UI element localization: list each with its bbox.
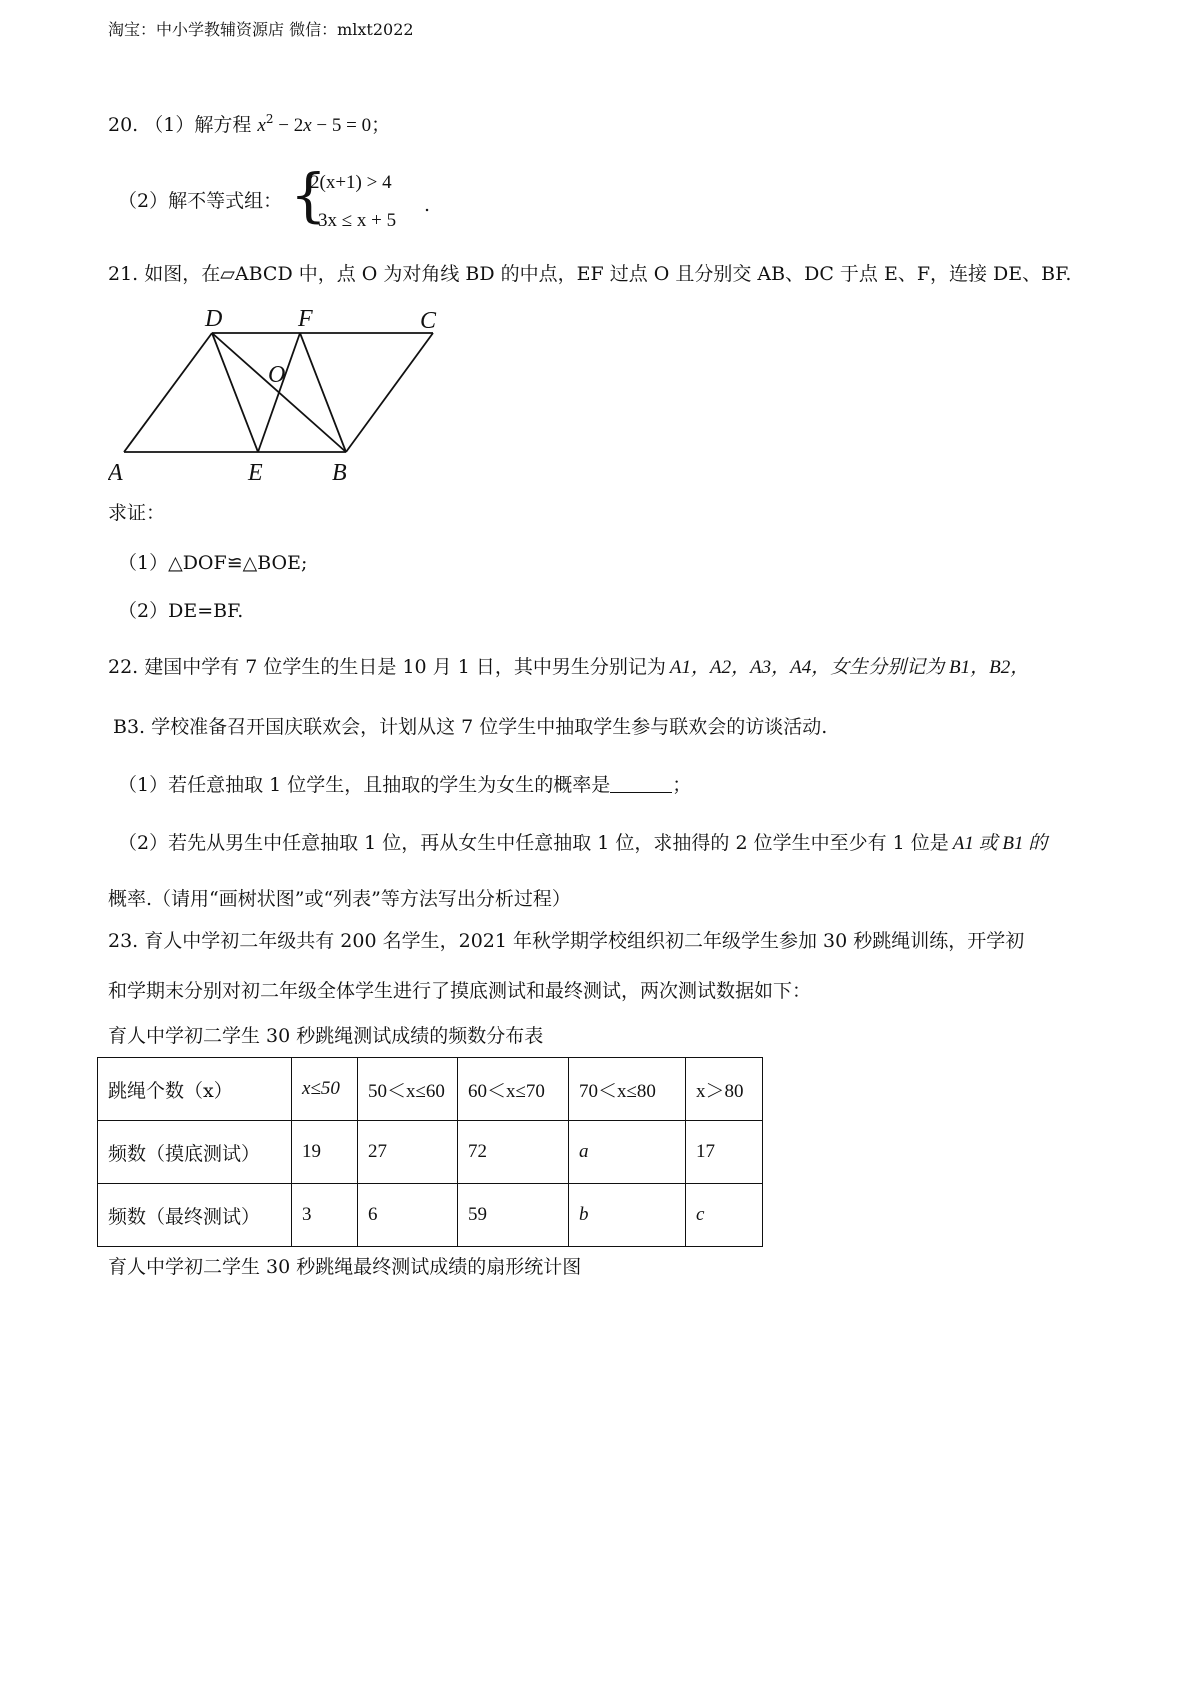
q22-line1-text: 22. 建国中学有 7 位学生的生日是 10 月 1 日，其中男生分别记为 — [108, 656, 666, 678]
q20-eq-rest: − 2 — [273, 115, 304, 136]
table-row — [98, 1121, 763, 1184]
q21-proof-part1: （1）△DOF≌△BOE; — [118, 552, 308, 574]
table-header-cell: 60＜x≤70 — [458, 1058, 569, 1121]
table-cell: c — [686, 1184, 763, 1247]
q20-number: 20. — [108, 114, 139, 136]
q21-proof-part2: （2）DE=BF. — [118, 600, 244, 622]
q22-part2 — [118, 832, 1047, 856]
q22-part1-end: ； — [672, 774, 692, 796]
q22-part2-text: （2）若先从男生中任意抽取 1 位，再从女生中任意抽取 1 位，求抽得的 2 位学生中至少有 1 位是 — [118, 832, 949, 854]
q20-period: . — [424, 194, 431, 216]
vertex-label-f: F — [298, 306, 313, 332]
table-header-cell: 70＜x≤80 — [569, 1058, 686, 1121]
frequency-table — [97, 1057, 763, 1247]
header-text: 淘宝：中小学教辅资源店 微信：mlxt2022 — [108, 20, 414, 39]
vertex-label-o: O — [268, 362, 286, 388]
table-cell: 频数（摸底测试） — [98, 1121, 292, 1184]
q22-line2: B3. 学校准备召开国庆联欢会，计划从这 7 位学生中抽取学生参与联欢会的访谈活动. — [113, 716, 828, 738]
table-row — [98, 1184, 763, 1247]
q22-line1 — [108, 656, 1029, 680]
q23-table-title: 育人中学初二学生 30 秒跳绳测试成绩的频数分布表 — [108, 1025, 544, 1047]
q22-part2-vars: A1 或 B1 的 — [952, 833, 1048, 854]
q22-line1-vars: A1，A2，A3，A4，女生分别记为 B1，B2， — [669, 657, 1030, 678]
vertex-label-e: E — [248, 460, 263, 484]
q23-line1: 23. 育人中学初二年级共有 200 名学生，2021 年秋学期学校组织初二年级学生参加 30 秒跳绳训练，开学初 — [108, 930, 1025, 952]
system-brace-icon: { — [290, 161, 327, 229]
table-header-row — [98, 1058, 763, 1121]
table-cell: 27 — [358, 1121, 458, 1184]
q22-part2-continued: 概率.（请用“画树状图”或“列表”等方法写出分析过程） — [108, 888, 571, 910]
q20-eq-x2: x — [303, 115, 312, 136]
q20-inequality-2: 3x ≤ x + 5 — [318, 210, 397, 231]
vertex-label-a: A — [108, 460, 123, 484]
q20-eq-exp: 2 — [265, 112, 274, 126]
q20-part2-prefix: （2）解不等式组： — [118, 190, 283, 212]
table-cell: b — [569, 1184, 686, 1247]
q22-part1-text: （1）若任意抽取 1 位学生，且抽取的学生为女生的概率是 — [118, 774, 611, 796]
table-cell: 59 — [458, 1184, 569, 1247]
q23-chart-caption: 育人中学初二学生 30 秒跳绳最终测试成绩的扇形统计图 — [108, 1256, 582, 1278]
q20-inequality-1: 2(x+1) > 4 — [310, 172, 392, 193]
table-header-cell: 跳绳个数（x） — [98, 1058, 292, 1121]
q20-eq-tail: − 5 = 0； — [311, 115, 391, 136]
table-cell: a — [569, 1121, 686, 1184]
table-cell: 17 — [686, 1121, 763, 1184]
table-header-cell: 50＜x≤60 — [358, 1058, 458, 1121]
parallelogram-figure — [108, 302, 448, 484]
q21-prove-heading: 求证： — [108, 502, 166, 524]
q22-part1 — [118, 774, 691, 797]
table-header-cell: x≤50 — [292, 1058, 358, 1121]
vertex-label-b: B — [332, 460, 347, 484]
q20-eq-x: x — [257, 115, 266, 136]
q20-part1-prefix: （1）解方程 — [144, 114, 252, 136]
table-cell: 频数（最终测试） — [98, 1184, 292, 1247]
table-cell: 19 — [292, 1121, 358, 1184]
vertex-label-d: D — [205, 306, 223, 332]
q20-part1 — [108, 112, 390, 138]
q23-line2: 和学期末分别对初二年级全体学生进行了摸底测试和最终测试，两次测试数据如下： — [108, 980, 812, 1002]
table-cell: 6 — [358, 1184, 458, 1247]
vertex-label-c: C — [420, 308, 437, 334]
table-cell: 72 — [458, 1121, 569, 1184]
q21-text: 21. 如图，在▱ABCD 中，点 O 为对角线 BD 的中点，EF 过点 O 且分别交 AB、DC 于点 E、F，连接 DE、BF. — [108, 263, 1072, 285]
table-cell: 3 — [292, 1184, 358, 1247]
table-header-cell: x＞80 — [686, 1058, 763, 1121]
answer-blank[interactable] — [610, 774, 672, 793]
